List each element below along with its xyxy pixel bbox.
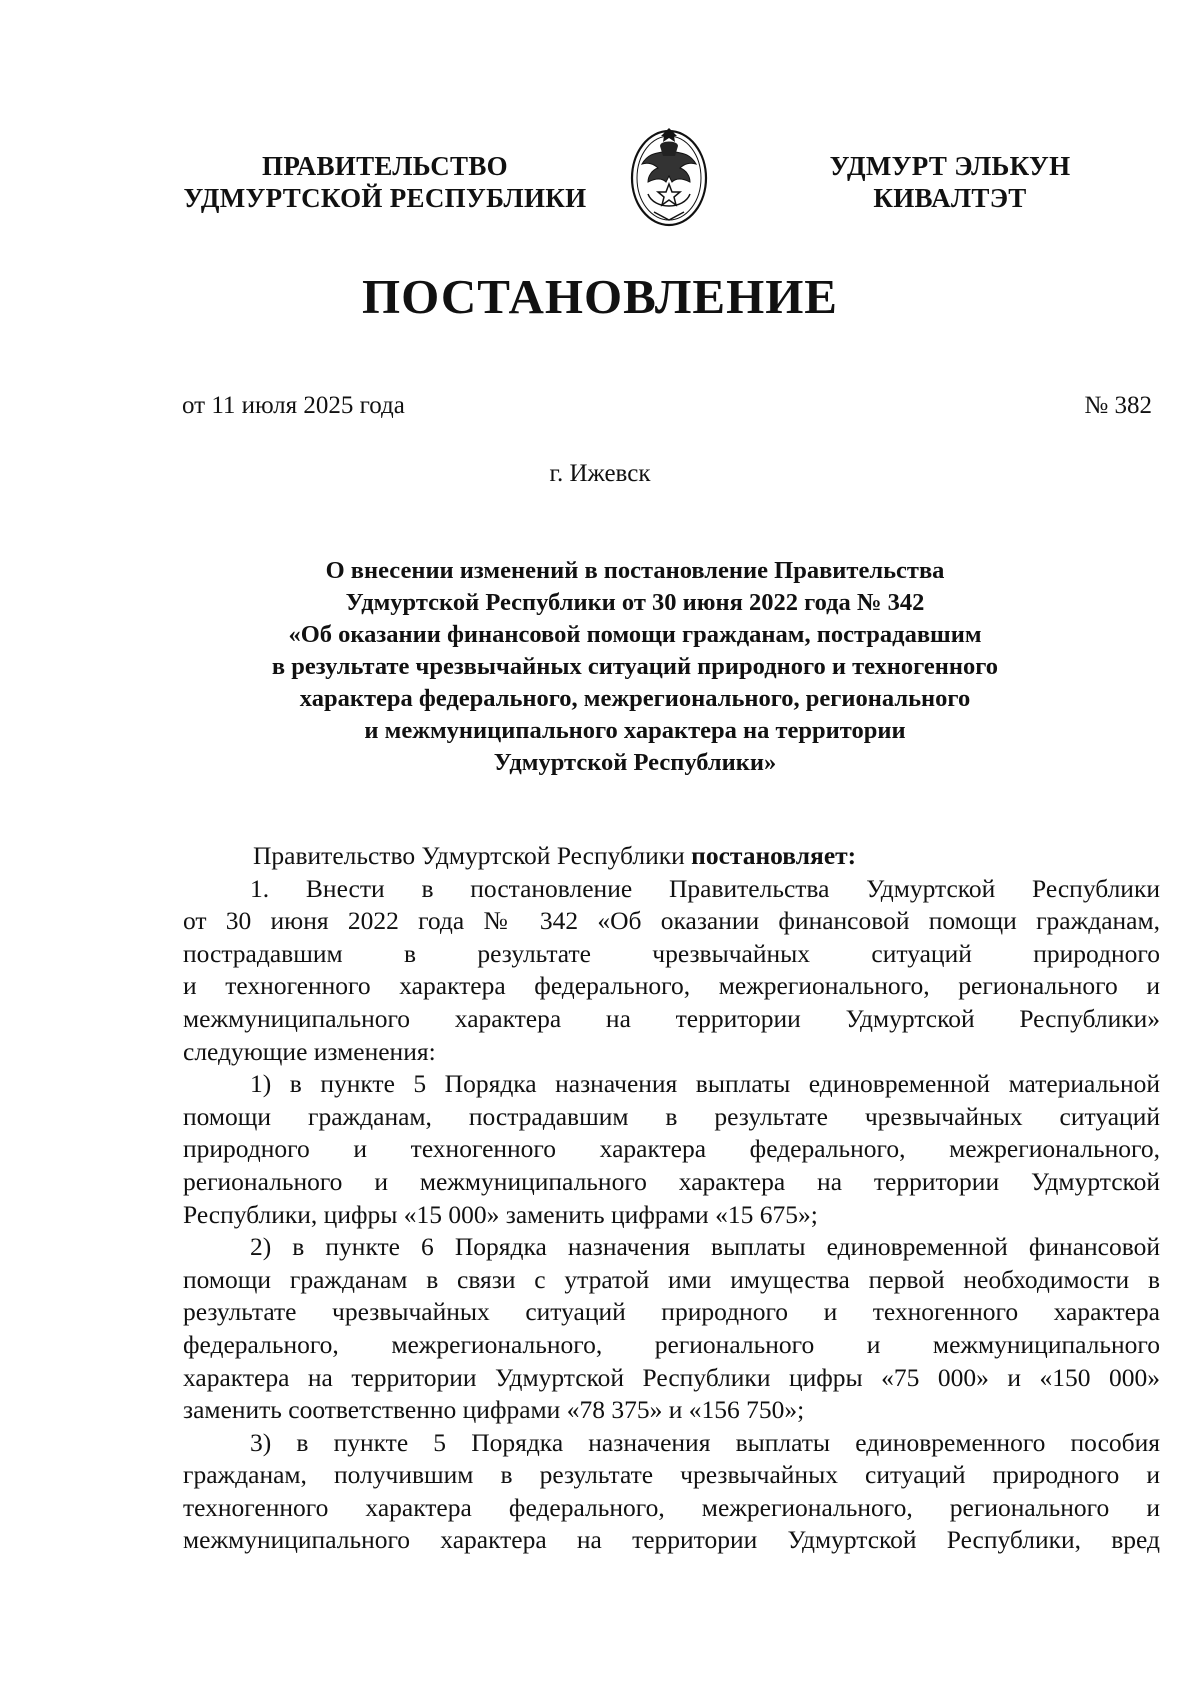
body-line: 1) в пункте 5 Порядка назначения выплаты единовременной материальной bbox=[250, 1069, 1160, 1099]
preamble bbox=[183, 840, 1160, 873]
body-line: заменить соответственно цифрами «78 375» и «156 750»; bbox=[183, 1395, 805, 1425]
body-line: межмуниципального характера на территории Удмуртской Республики» bbox=[183, 1003, 1160, 1033]
body-line: 3) в пункте 5 Порядка назначения выплаты единовременного пособия bbox=[250, 1427, 1160, 1457]
header-right-line-2: КИВАЛТЭТ bbox=[873, 183, 1027, 213]
body-line: от 30 июня 2022 года № 342 «Об оказании финансовой помощи гражданам, bbox=[183, 906, 1160, 936]
header-left-line-1: ПРАВИТЕЛЬСТВО bbox=[262, 151, 508, 181]
body-line: помощи гражданам в связи с утратой ими имущества первой необходимости в bbox=[183, 1264, 1160, 1294]
header-right bbox=[790, 150, 1110, 214]
preamble-verb: постановляет: bbox=[691, 841, 857, 870]
body-line: техногенного характера федерального, межрегионального, регионального и bbox=[183, 1492, 1160, 1522]
preamble-text: Правительство Удмуртской Республики bbox=[253, 841, 692, 870]
header-right-line-1: УДМУРТ ЭЛЬКУН bbox=[829, 151, 1071, 181]
body-line: регионального и межмуниципального характера на территории Удмуртской bbox=[183, 1166, 1160, 1196]
title-line: характера федерального, межрегионального, регионального bbox=[299, 685, 971, 712]
body-line: Республики, цифры «15 000» заменить цифрами «15 675»; bbox=[183, 1199, 818, 1229]
body-line: результате чрезвычайных ситуаций природного и техногенного характера bbox=[183, 1297, 1160, 1327]
document-date: от 11 июля 2025 года bbox=[182, 392, 405, 419]
title-line: Удмуртской Республики» bbox=[493, 749, 777, 776]
body-line: федерального, межрегионального, регионального и межмуниципального bbox=[183, 1329, 1160, 1359]
title-line: «Об оказании финансовой помощи гражданам, пострадавшим bbox=[288, 621, 982, 648]
document-number: № 382 bbox=[1084, 392, 1152, 419]
body-line: и техногенного характера федерального, межрегионального, регионального и bbox=[183, 971, 1160, 1001]
title-line: и межмуниципального характера на территории bbox=[364, 717, 906, 744]
document-body bbox=[183, 840, 1160, 1557]
header-left bbox=[150, 150, 620, 214]
document-city: г. Ижевск bbox=[549, 460, 651, 487]
body-line: характера на территории Удмуртской Республики цифры «75 000» и «150 000» bbox=[183, 1362, 1160, 1392]
document-type: ПОСТАНОВЛЕНИЕ bbox=[362, 269, 838, 324]
title-line: Удмуртской Республики от 30 июня 2022 года № 342 bbox=[345, 589, 925, 616]
body-line: следующие изменения: bbox=[183, 1036, 436, 1066]
body-line: 2) в пункте 6 Порядка назначения выплаты единовременной финансовой bbox=[250, 1232, 1160, 1262]
body-line: 1. Внести в постановление Правительства Удмуртской Республики bbox=[250, 873, 1160, 903]
body-line: помощи гражданам, пострадавшим в результате чрезвычайных ситуаций bbox=[183, 1101, 1160, 1131]
document-title bbox=[180, 555, 1090, 779]
title-line: О внесении изменений в постановление Правительства bbox=[325, 557, 945, 584]
title-line: в результате чрезвычайных ситуаций природного и техногенного bbox=[271, 653, 999, 680]
header-left-line-2: УДМУРТСКОЙ РЕСПУБЛИКИ bbox=[183, 183, 587, 213]
body-line: гражданам, получившим в результате чрезвычайных ситуаций природного и bbox=[183, 1460, 1160, 1490]
coat-of-arms-icon bbox=[628, 120, 710, 230]
body-line: природного и техногенного характера федерального, межрегионального, bbox=[183, 1134, 1160, 1164]
body-line: пострадавшим в результате чрезвычайных ситуаций природного bbox=[183, 938, 1160, 968]
body-line: межмуниципального характера на территории Удмуртской Республики, вред bbox=[183, 1525, 1160, 1555]
